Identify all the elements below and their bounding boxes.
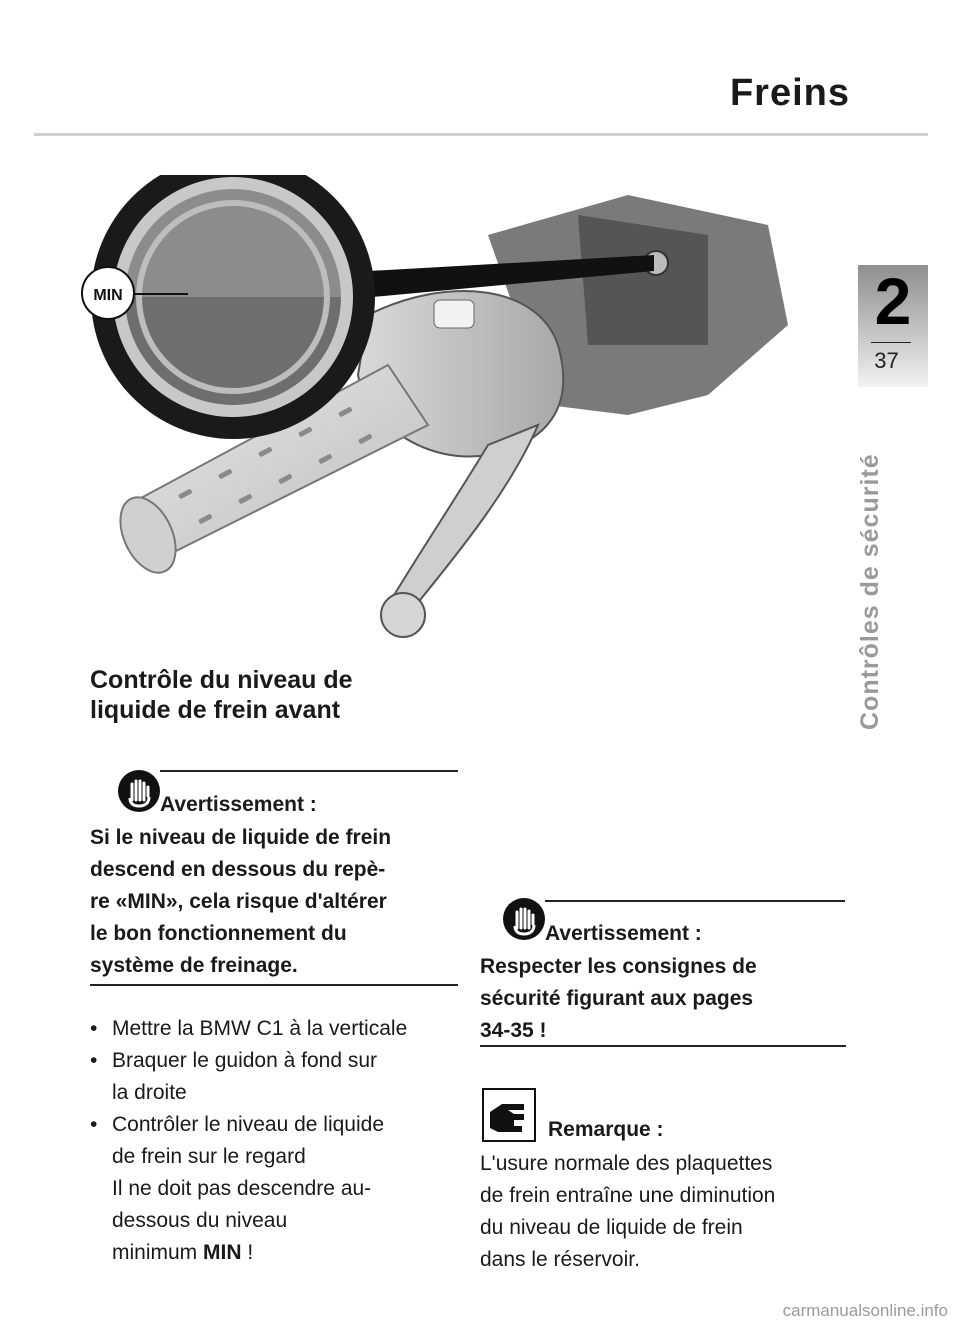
hand-stop-icon (118, 770, 160, 812)
warning-text: Respecter les consignes de sécurité figurant aux pages 34-35 ! (480, 955, 757, 1042)
warning-top-rule (160, 770, 458, 772)
page-title: Freins (729, 72, 850, 114)
warning-text: Si le niveau de liquide de frein descend en dessous du repè- re «MIN», cela risque d'altérer le bon fonctionnement du système de freinage. (90, 826, 392, 977)
header-divider (34, 133, 928, 136)
warning-label: Avertissement : (545, 922, 702, 945)
note-label: Remarque : (548, 1118, 664, 1141)
warning-bottom-rule (480, 1045, 846, 1047)
chapter-divider (871, 342, 911, 343)
warning-label: Avertissement : (160, 793, 317, 816)
warning-top-rule (545, 900, 845, 902)
warning-bottom-rule (90, 984, 458, 986)
procedure-steps (90, 1013, 480, 1269)
chapter-side-title: Contrôles de sécurité (856, 453, 884, 730)
list-item: • Mettre la BMW C1 à la verticale (90, 1013, 480, 1045)
min-marker-label: MIN (93, 287, 123, 304)
note-text: L'usure normale des plaquettes de frein entraîne une diminution du niveau de liquide de frein dans le réservoir. (480, 1152, 776, 1271)
list-item: • Contrôler le niveau de liquide de frein sur le regard Il ne doit pas descendre au- dessous du niveau minimum MIN ! (90, 1109, 480, 1269)
note-hand-icon (482, 1088, 536, 1142)
list-item: • Braquer le guidon à fond sur la droite (90, 1045, 480, 1109)
hand-stop-icon (503, 898, 545, 940)
brake-reservoir-illustration (68, 175, 828, 670)
section-heading: Contrôle du niveau de liquide de frein avant (90, 666, 353, 724)
watermark: carmanualsonline.info (782, 1301, 948, 1320)
chapter-number: 2 (874, 264, 912, 338)
page-number: 37 (874, 348, 899, 373)
